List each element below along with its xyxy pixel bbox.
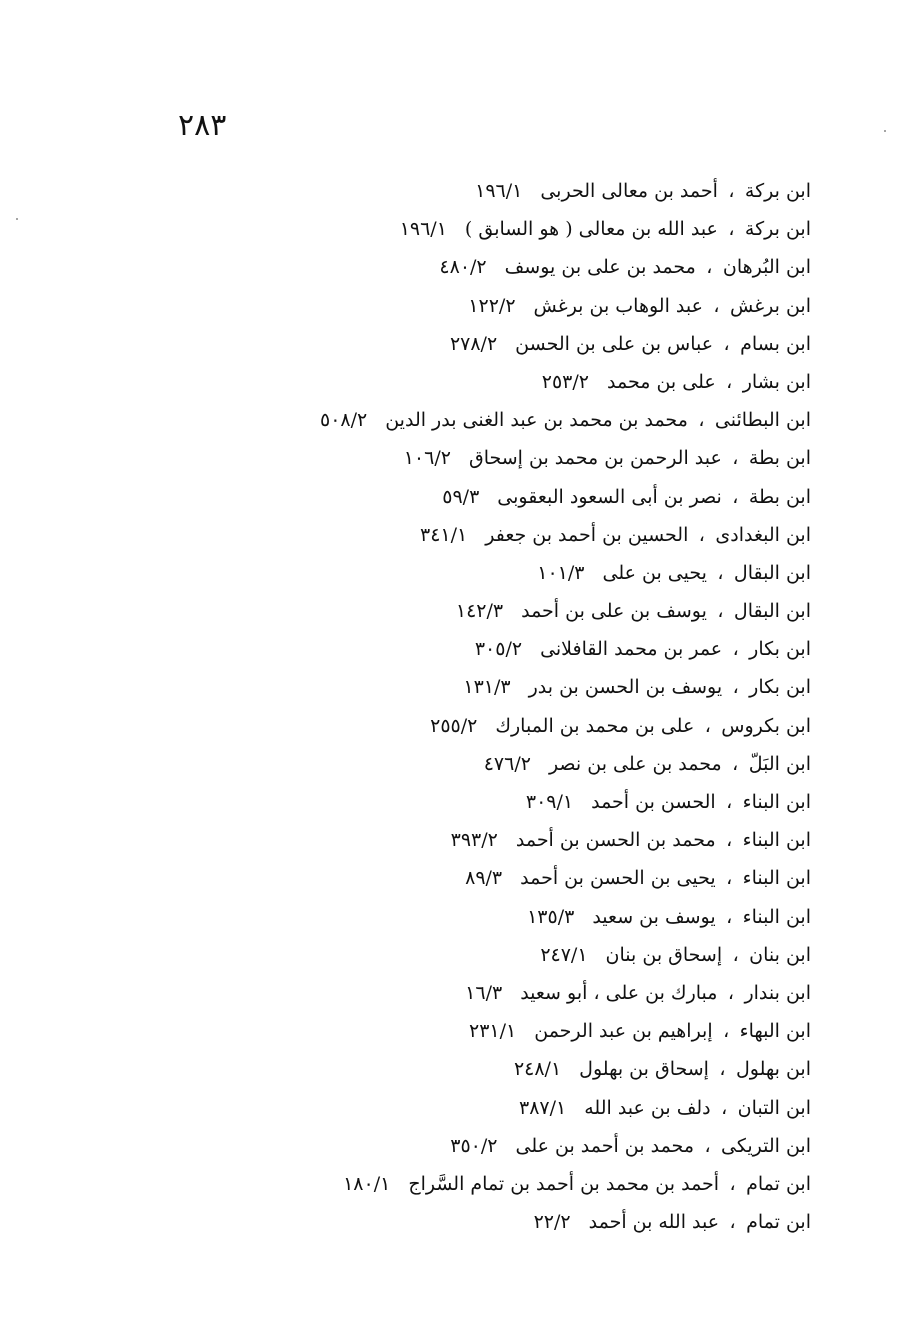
index-entries-list	[320, 172, 811, 1241]
entry-reference: ٣٠٥/٢	[474, 638, 523, 661]
entry-comma: ،	[732, 485, 739, 508]
entry-person: نصر بن أبى السعود البعقوبى	[497, 485, 722, 508]
index-entry	[320, 172, 811, 210]
entry-reference: ٣٠٩/١	[525, 791, 574, 813]
entry-name: ابن البقال	[733, 561, 811, 584]
entry-person: مبارك بن على ، أبو سعيد	[520, 981, 718, 1004]
entry-person: محمد بن على بن يوسف	[504, 256, 696, 279]
entry-comma: ،	[706, 256, 713, 279]
entry-comma: ،	[732, 447, 739, 470]
entry-comma: ،	[698, 409, 705, 432]
index-entry	[320, 707, 811, 745]
entry-reference: ١٦/٣	[465, 981, 503, 1004]
entry-comma: ،	[726, 791, 733, 813]
entry-person: دلف بن عبد الله	[584, 1096, 711, 1119]
entry-name: ابن بندار	[744, 981, 811, 1004]
entry-comma: ،	[732, 638, 739, 661]
index-entry	[320, 287, 811, 325]
entry-reference: ٥٠٨/٢	[319, 409, 368, 432]
entry-comma: ،	[726, 905, 733, 928]
index-entry	[320, 1203, 811, 1241]
entry-name: ابن البَلّ	[748, 752, 811, 775]
index-entry	[320, 1127, 811, 1165]
page-number: ٢٨٣	[178, 108, 227, 143]
entry-name: ابن بطة	[748, 447, 811, 470]
scan-speck	[16, 218, 18, 220]
index-entry	[320, 210, 811, 248]
entry-reference: ٢٤٨/١	[513, 1058, 562, 1081]
index-entry	[320, 630, 811, 668]
entry-comma: ،	[704, 714, 711, 737]
entry-person: عباس بن على بن الحسن	[515, 332, 714, 355]
entry-person: يحيى بن الحسن بن أحمد	[520, 867, 716, 890]
entry-person: على بن محمد بن المبارك	[495, 714, 695, 737]
index-entry	[320, 325, 811, 363]
entry-name: ابن بكار	[749, 676, 811, 699]
entry-comma: ،	[723, 1020, 730, 1043]
entry-comma: ،	[726, 829, 733, 852]
entry-reference: ٤٨٠/٢	[439, 256, 487, 279]
index-entry	[320, 859, 811, 897]
index-entry	[320, 821, 811, 859]
entry-person: الحسين بن أحمد بن جعفر	[485, 523, 689, 546]
index-entry	[320, 783, 811, 821]
entry-comma: ،	[729, 1211, 736, 1234]
entry-person: يوسف بن على بن أحمد	[521, 600, 707, 623]
entry-name: ابن بهلول	[735, 1058, 811, 1081]
entry-reference: ١٠١/٣	[537, 561, 585, 584]
entry-comma: ،	[698, 523, 705, 546]
entry-reference: ٢٥٥/٢	[430, 714, 478, 737]
entry-comma: ،	[726, 370, 733, 393]
entry-reference: ٥٩/٣	[442, 485, 480, 508]
entry-person: عبد الله بن معالى ( هو السابق )	[464, 218, 718, 241]
index-entry	[320, 401, 811, 439]
index-entry	[320, 1050, 811, 1088]
entry-reference: ٣٤١/١	[419, 523, 468, 546]
entry-name: ابن البناء	[742, 867, 811, 890]
entry-reference: ٨٩/٣	[465, 867, 503, 890]
entry-person: عبد الرحمن بن محمد بن إسحاق	[468, 447, 722, 470]
entry-name: ابن بكار	[749, 638, 811, 661]
entry-reference: ٢٢/٢	[533, 1211, 571, 1234]
entry-name: ابن البهاء	[739, 1020, 811, 1043]
entry-person: إسحاق بن بهلول	[579, 1058, 709, 1081]
index-entry	[320, 898, 811, 936]
entry-comma: ،	[732, 752, 739, 775]
index-entry	[320, 974, 811, 1012]
entry-reference: ١٣١/٣	[463, 676, 511, 699]
index-entry	[320, 478, 811, 516]
index-entry	[320, 936, 811, 974]
entry-name: ابن التريكى	[721, 1134, 811, 1157]
entry-name: ابن بركة	[744, 180, 811, 202]
entry-comma: ،	[717, 561, 724, 584]
entry-reference: ١٩٦/١	[475, 180, 523, 202]
index-entry	[320, 363, 811, 401]
entry-person: محمد بن أحمد بن على	[515, 1134, 694, 1157]
entry-name: ابن بطة	[748, 485, 811, 508]
entry-comma: ،	[732, 676, 739, 699]
scan-speck	[884, 130, 886, 132]
entry-comma: ،	[729, 1172, 736, 1195]
entry-reference: ٣٥٠/٢	[450, 1134, 498, 1157]
entry-person: محمد بن على بن نصر	[548, 752, 722, 775]
index-entry	[320, 248, 811, 286]
entry-comma: ،	[723, 332, 730, 355]
entry-name: ابن بكروس	[721, 714, 811, 737]
entry-comma: ،	[728, 218, 735, 241]
entry-comma: ،	[719, 1058, 726, 1081]
entry-reference: ١٩٦/١	[399, 218, 447, 241]
entry-name: ابن تمام	[746, 1211, 811, 1234]
entry-comma: ،	[721, 1096, 728, 1119]
entry-reference: ٢٣١/١	[469, 1020, 517, 1043]
entry-reference: ٤٧٦/٢	[483, 752, 531, 775]
index-entry	[320, 592, 811, 630]
entry-reference: ٣٨٧/١	[519, 1096, 567, 1119]
entry-reference: ٣٩٣/٢	[450, 829, 498, 852]
entry-comma: ،	[717, 600, 724, 623]
entry-name: ابن البطائنى	[714, 409, 811, 432]
entry-person: محمد بن الحسن بن أحمد	[515, 829, 716, 852]
entry-name: ابن البناء	[742, 905, 811, 928]
entry-person: محمد بن محمد بن عبد الغنى بدر الدين	[385, 409, 688, 432]
index-entry	[320, 1012, 811, 1050]
index-entry	[320, 439, 811, 477]
entry-person: إبراهيم بن عبد الرحمن	[534, 1020, 713, 1043]
index-entry	[320, 554, 811, 592]
entry-comma: ،	[732, 943, 739, 966]
entry-person: إسحاق بن بنان	[605, 943, 723, 966]
entry-comma: ،	[713, 294, 720, 317]
entry-reference: ١٤٢/٣	[455, 600, 504, 623]
entry-reference: ١٠٦/٢	[403, 447, 451, 470]
entry-reference: ٢٥٣/٢	[541, 370, 589, 393]
entry-name: ابن البُرهان	[722, 256, 811, 279]
entry-comma: ،	[704, 1134, 711, 1157]
entry-person: أحمد بن معالى الحربى	[540, 180, 718, 202]
entry-name: ابن التبان	[737, 1096, 811, 1119]
entry-person: يوسف بن الحسن بن بدر	[528, 676, 723, 699]
entry-name: ابن تمام	[746, 1172, 811, 1195]
index-entry	[320, 1089, 811, 1127]
index-entry	[320, 516, 811, 554]
entry-reference: ٢٤٧/١	[540, 943, 588, 966]
index-entry	[320, 745, 811, 783]
entry-name: ابن برغش	[729, 294, 811, 317]
entry-reference: ١٣٥/٣	[527, 905, 575, 928]
entry-comma: ،	[726, 867, 733, 890]
entry-name: ابن بركة	[744, 218, 811, 241]
entry-person: الحسن بن أحمد	[591, 791, 716, 813]
entry-person: أحمد بن محمد بن أحمد بن تمام السَّراج	[408, 1172, 720, 1195]
index-entry	[320, 1165, 811, 1203]
entry-reference: ١٨٠/١	[343, 1172, 391, 1195]
entry-name: ابن بشار	[742, 370, 811, 393]
entry-name: ابن بنان	[749, 943, 811, 966]
entry-comma: ،	[728, 180, 735, 202]
entry-reference: ١٢٢/٢	[468, 294, 516, 317]
entry-name: ابن البناء	[742, 791, 811, 813]
entry-reference: ٢٧٨/٢	[449, 332, 498, 355]
entry-person: يحيى بن على	[602, 561, 707, 584]
entry-person: عبد الوهاب بن برغش	[533, 294, 703, 317]
entry-name: ابن البناء	[742, 829, 811, 852]
entry-person: عبد الله بن أحمد	[588, 1211, 720, 1234]
entry-name: ابن البقال	[733, 600, 811, 623]
entry-comma: ،	[727, 981, 735, 1004]
entry-name: ابن البغدادى	[715, 523, 811, 546]
index-entry	[320, 668, 811, 706]
entry-name: ابن بسام	[740, 332, 811, 355]
entry-person: على بن محمد	[607, 370, 716, 393]
entry-person: عمر بن محمد القافلانى	[540, 638, 723, 661]
entry-person: يوسف بن سعيد	[592, 905, 716, 928]
